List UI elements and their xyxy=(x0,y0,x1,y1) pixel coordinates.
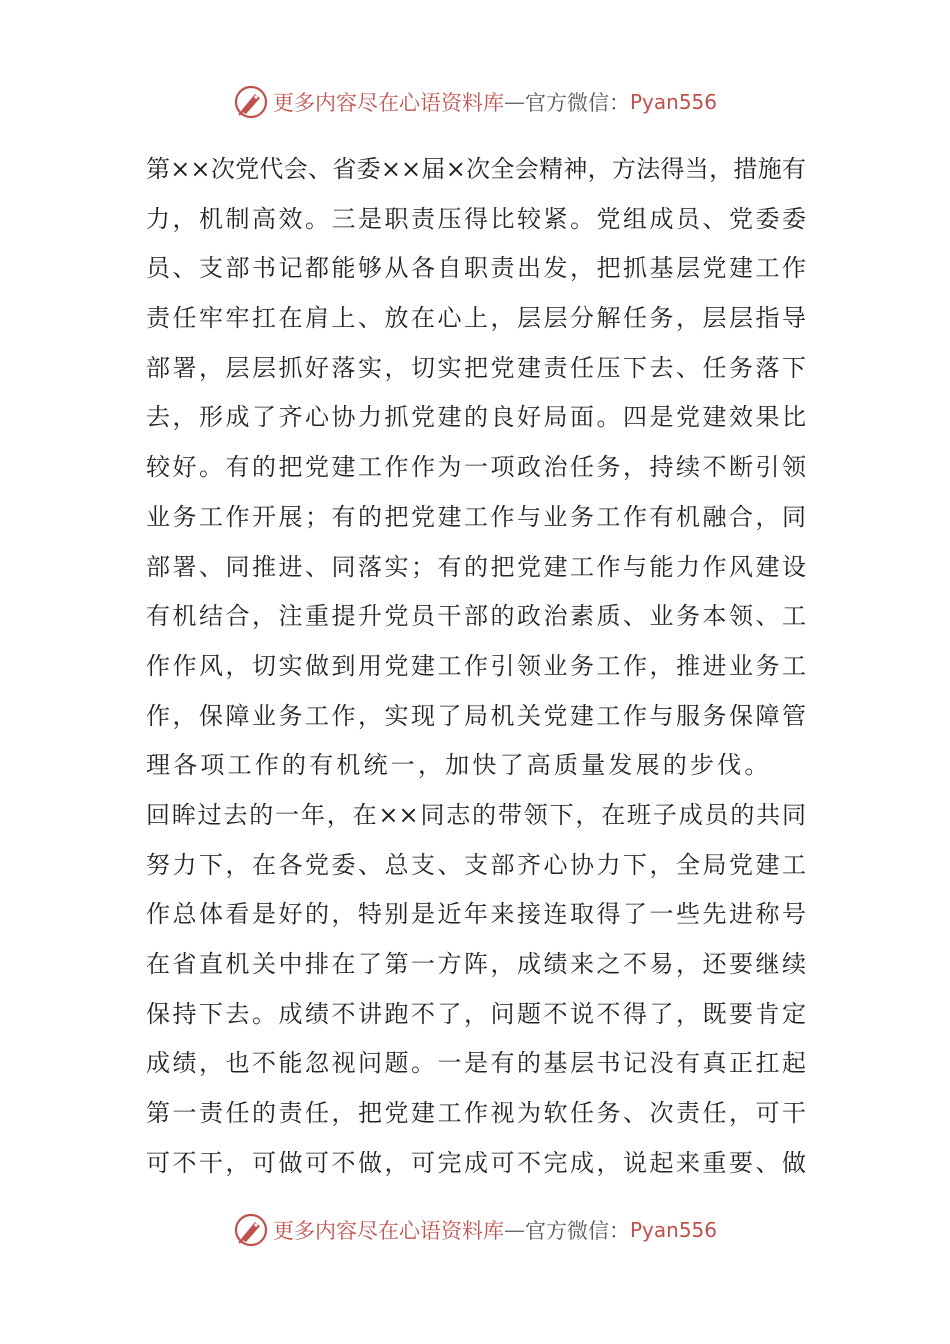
document-body xyxy=(146,145,806,1188)
text-line: 理各项工作的有机统一，加快了高质量发展的步伐。 xyxy=(146,751,772,780)
text-line: 成绩，也不能忽视问题。一是有的基层书记没有真正扛起 xyxy=(146,1049,806,1078)
text-line: 责任牢牢扛在肩上、放在心上，层层分解任务，层层指导 xyxy=(146,304,806,333)
text-line: 回眸过去的一年，在××同志的带领下，在班子成员的共同 xyxy=(146,800,806,829)
footer-banner xyxy=(0,1210,950,1250)
text-line: 部署、同推进、同落实；有的把党建工作与能力作风建设 xyxy=(146,552,806,581)
text-line: 较好。有的把党建工作作为一项政治任务，持续不断引领 xyxy=(146,453,806,482)
text-line: 第一责任的责任，把党建工作视为软任务、次责任，可干 xyxy=(146,1099,806,1128)
banner-separator: — xyxy=(503,1218,525,1242)
text-line: 第××次党代会、省委××届×次全会精神，方法得当，措施有 xyxy=(146,155,806,183)
text-line: 可不干，可做可不做，可完成可不完成，说起来重要、做 xyxy=(146,1148,806,1177)
text-line: 保持下去。成绩不讲跑不了，问题不说不得了，既要肯定 xyxy=(146,999,806,1028)
banner-wechat-label: 官方微信： xyxy=(524,91,630,115)
banner-wechat-id: Pyan556 xyxy=(629,1218,717,1242)
text-line: 作作风，切实做到用党建工作引领业务工作，推进业务工 xyxy=(146,651,806,680)
text-line: 在省直机关中排在了第一方阵，成绩来之不易，还要继续 xyxy=(146,950,806,978)
text-line: 作，保障业务工作，实现了局机关党建工作与服务保障管 xyxy=(146,701,806,730)
text-line: 部署，层层抓好落实，切实把党建责任压下去、任务落下 xyxy=(146,353,806,382)
text-line: 业务工作开展；有的把党建工作与业务工作有机融合，同 xyxy=(146,502,806,531)
pen-nib-logo-icon xyxy=(233,84,269,120)
pen-nib-logo-icon xyxy=(233,1212,269,1248)
text-line: 去，形成了齐心协力抓党建的良好局面。四是党建效果比 xyxy=(146,403,806,432)
text-line: 员、支部书记都能够从各自职责出发，把抓基层党建工作 xyxy=(146,254,806,283)
banner-separator: — xyxy=(503,90,525,114)
banner-site-text: 更多内容尽在心语资料库 xyxy=(272,1219,504,1243)
header-banner xyxy=(0,82,950,122)
text-line: 作总体看是好的，特别是近年来接连取得了一些先进称号 xyxy=(146,900,806,929)
banner-wechat-id: Pyan556 xyxy=(629,90,717,114)
banner-site-text: 更多内容尽在心语资料库 xyxy=(272,91,504,115)
text-line: 力，机制高效。三是职责压得比较紧。党组成员、党委委 xyxy=(146,204,806,233)
text-line: 有机结合，注重提升党员干部的政治素质、业务本领、工 xyxy=(146,602,806,631)
banner-wechat-label: 官方微信： xyxy=(524,1219,630,1243)
text-line: 努力下，在各党委、总支、支部齐心协力下，全局党建工 xyxy=(146,850,806,879)
